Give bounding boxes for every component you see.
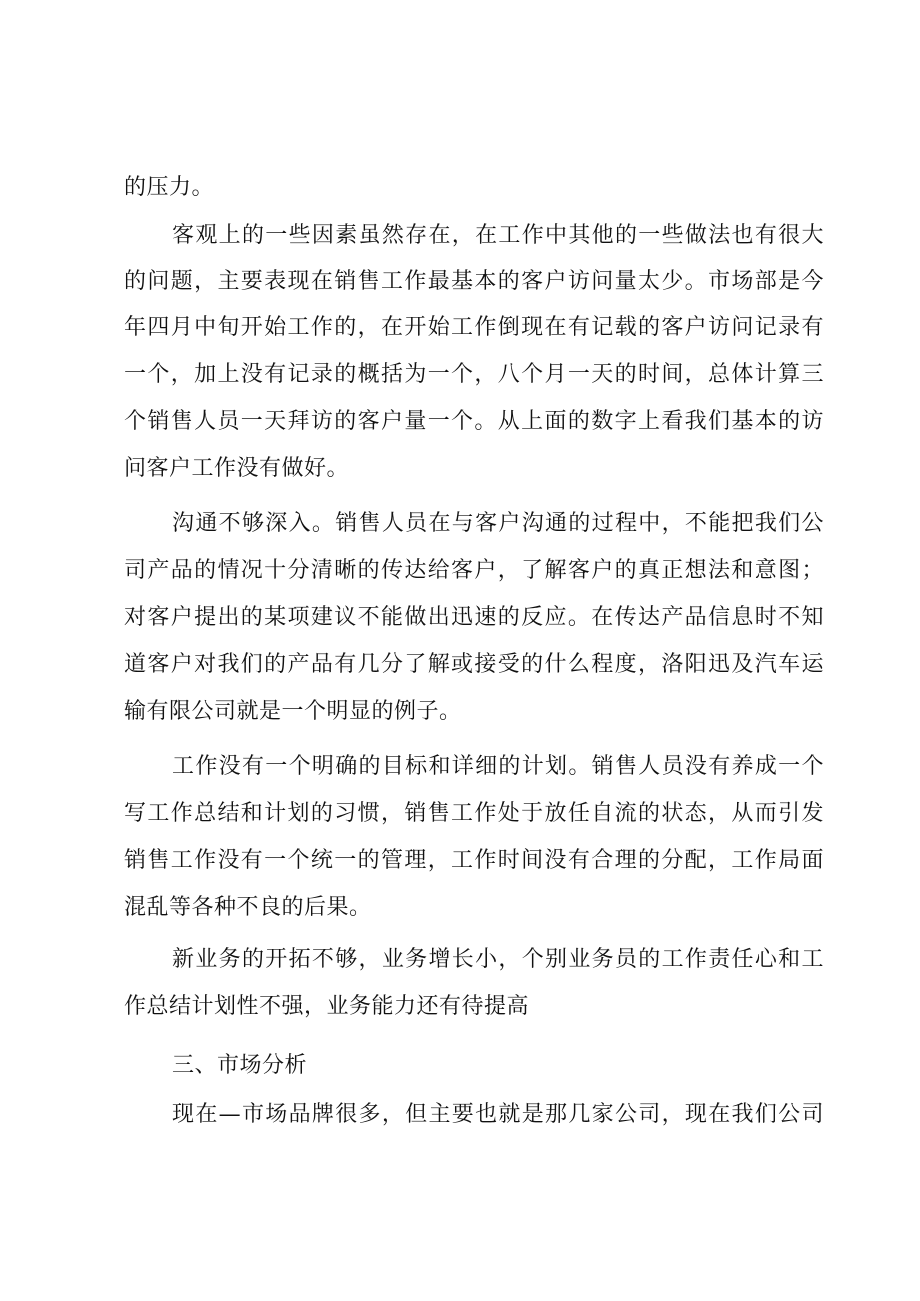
paragraph-line: 客观上的一些因素虽然存在，在工作中其他的一些做法也有很大	[172, 223, 824, 248]
paragraph-line: 沟通不够深入。销售人员在与客户沟通的过程中，不能把我们公	[172, 511, 824, 536]
paragraph-line: 现在—市场品牌很多，但主要也就是那几家公司，现在我们公司	[172, 1102, 824, 1127]
paragraph-line: 一个，加上没有记录的概括为一个，八个月一天的时间，总体计算三	[124, 362, 824, 387]
paragraph-line: 道客户对我们的产品有几分了解或接受的什么程度，洛阳迅及汽车运	[124, 652, 824, 677]
paragraph-line: 年四月中旬开始工作的，在开始工作倒现在有记载的客户访问记录有	[124, 315, 824, 340]
paragraph-line: 作总结计划性不强，业务能力还有待提高	[124, 994, 530, 1019]
paragraph-line: 的问题，主要表现在销售工作最基本的客户访问量太少。市场部是今	[124, 269, 824, 294]
paragraph-line: 个销售人员一天拜访的客户量一个。从上面的数字上看我们基本的访	[124, 409, 824, 434]
paragraph-line: 混乱等各种不良的后果。	[124, 895, 372, 920]
paragraph-line: 问客户工作没有做好。	[124, 456, 350, 481]
paragraph-line: 输有限公司就是一个明显的例子。	[124, 699, 462, 724]
paragraph-line: 新业务的开拓不够，业务增长小，个别业务员的工作责任心和工	[172, 947, 824, 972]
paragraph-line: 的压力。	[124, 175, 215, 200]
paragraph-line: 对客户提出的某项建议不能做出迅速的反应。在传达产品信息时不知	[124, 605, 824, 630]
paragraph-line: 工作没有一个明确的目标和详细的计划。销售人员没有养成一个	[172, 754, 824, 779]
paragraph-line: 司产品的情况十分清晰的传达给客户，了解客户的真正想法和意图；	[124, 558, 824, 583]
paragraph-line: 写工作总结和计划的习惯，销售工作处于放任自流的状态，从而引发	[124, 801, 824, 826]
section-heading: 三、市场分析	[172, 1053, 308, 1078]
paragraph-line: 销售工作没有一个统一的管理，工作时间没有合理的分配，工作局面	[124, 848, 824, 873]
